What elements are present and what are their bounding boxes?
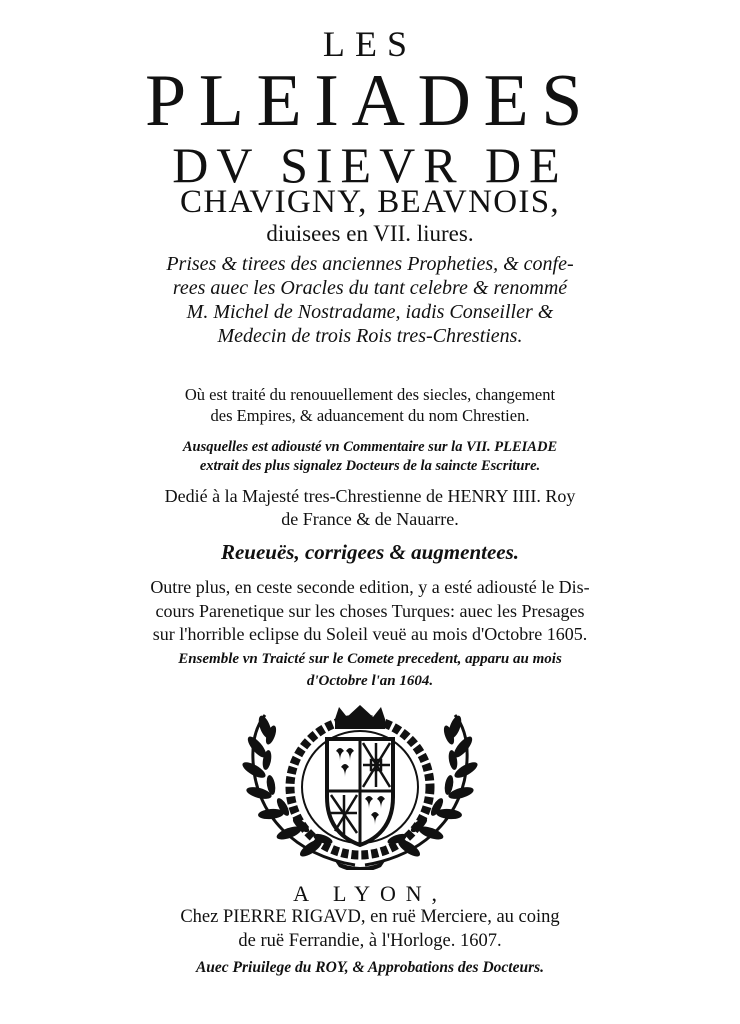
royal-arms-emblem-icon [235, 705, 485, 870]
revised-line: Reueuës, corrigees & augmentees. [220, 540, 520, 564]
addition-line: sur l'horrible eclipse du Soleil veuë au mois d'Octobre 1605. [152, 624, 588, 644]
privilege-line: Auec Priuilege du ROY, & Approbations des Docteurs. [195, 959, 545, 976]
description-line: des Empires, & aduancement du nom Chrestien. [210, 406, 530, 425]
imprint-printer: Chez PIERRE RIGAVD, en ruë Merciere, au coing [180, 907, 560, 927]
commentary-line: extrait des plus signalez Docteurs de la saincte Escriture. [199, 458, 541, 474]
description-line: Où est traité du renouuellement des siecles, changement [184, 385, 556, 404]
title-du-sieur: DV SIEVR DE [172, 137, 568, 193]
addition-line: cours Parenetique sur les choses Turques: auec les Presages [155, 601, 585, 621]
dedication-line: de France & de Nauarre. [281, 509, 459, 529]
subtitle-prises [40, 254, 700, 346]
imprint-address-date: de ruë Ferrandie, à l'Horloge. 1607. [238, 931, 502, 951]
subtitle-line: rees auec les Oracles du tant celebre & renommé [172, 277, 568, 299]
comet-treatise-line: d'Octobre l'an 1604. [306, 673, 434, 689]
title-pleiades: PLEIADES [144, 60, 596, 142]
subtitle-line: M. Michel de Nostradame, iadis Conseiller & [186, 301, 554, 323]
comet-treatise-line: Ensemble vn Traicté sur le Comete precedent, apparu au mois [178, 651, 562, 667]
addition-line: Outre plus, en ceste seconde edition, y a esté adiousté le Dis- [150, 577, 590, 597]
books-count-line: diuisees en VII. liures. [266, 221, 474, 246]
author-name: CHAVIGNY, BEAVNOIS, [180, 184, 560, 220]
dedication-line: Dedié à la Majesté tres-Chrestienne de HENRY IIII. Roy [164, 486, 576, 506]
subtitle-line: Medecin de trois Rois tres-Chrestiens. [217, 325, 523, 347]
title-les: LES [322, 24, 418, 64]
shield-icon [327, 739, 393, 845]
commentary-line: Ausquelles est adiousté vn Commentaire sur la VII. PLEIADE [182, 439, 558, 455]
imprint-place: A LYON, [293, 881, 447, 906]
crown-icon [335, 705, 385, 729]
subtitle-line: Prises & tirees des anciennes Propheties, & confe- [166, 253, 574, 275]
